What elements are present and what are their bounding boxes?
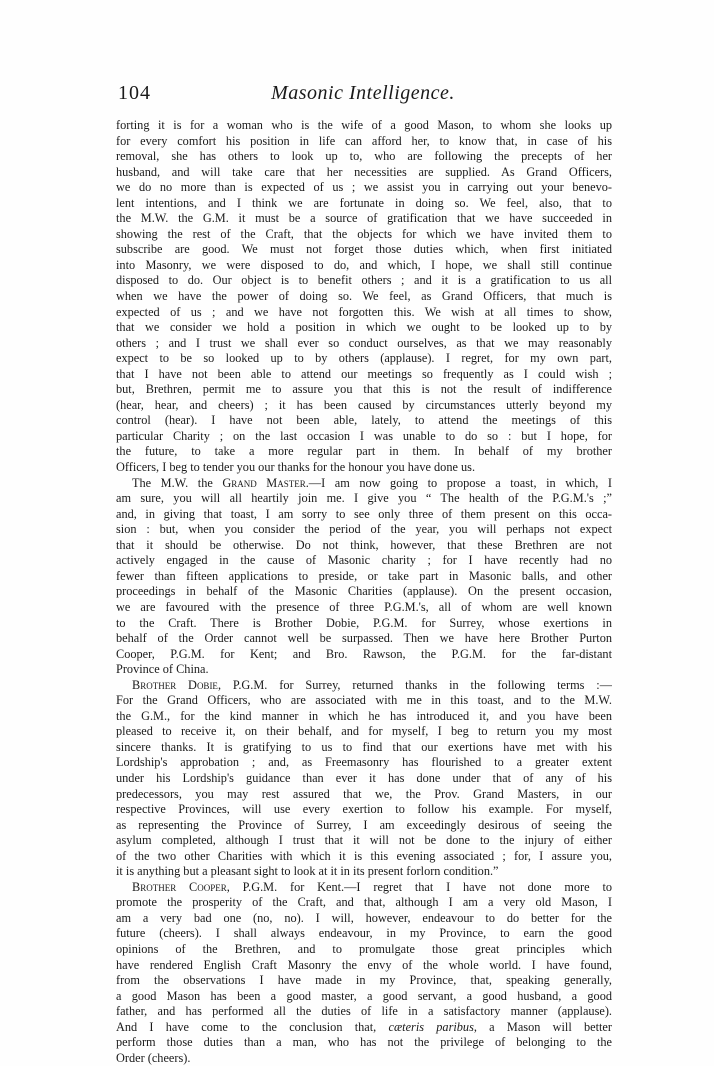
text-line-with-latin (116, 1020, 612, 1036)
text-line: control (hear). I have not been able, lately, to attend the meetings of this (116, 413, 612, 428)
text-line: pleased to receive it, on their behalf, and for myself, I beg to return you my most (116, 724, 612, 739)
text-line: am sure, you will all heartily join me. I give you “ The health of the P.G.M.'s ;” (116, 491, 612, 506)
text-run: The M.W. the (132, 475, 223, 490)
text-run: , P.G.M. for Kent.—I regret that I have not done more to (226, 879, 612, 894)
text-line: the M.W. the G.M. it must be a source of gratification that we have succeeded in (116, 211, 612, 226)
running-title: Masonic Intelligence. (271, 82, 455, 104)
text-line: forting it is for a woman who is the wife of a good Mason, to whom she looks up (116, 118, 612, 132)
text-line: as representing the Province of Surrey, I am exceedingly desirous of seeing the (116, 817, 612, 832)
text-line: to the Craft. There is Brother Dobie, P.G.M. for Surrey, whose exertions in (116, 615, 612, 630)
text-line: it is anything but a pleasant sight to look at it in its present forlorn condition.” (116, 864, 499, 879)
text-line: removal, she has others to look up to, who are following the precepts of her (116, 149, 612, 164)
text-run: .—I am now going to propose a toast, in which, I (305, 475, 612, 490)
text-line: that I have not been able to attend our meetings so frequently as I could wish ; (116, 366, 612, 381)
paragraph-grand-master-toast (116, 476, 612, 492)
text-line: particular Charity ; on the last occasion I was unable to do so : but I hope, for (116, 428, 612, 443)
text-line: future (cheers). I shall always endeavour, in my Province, to earn the good (116, 926, 612, 941)
text-line: Officers, I beg to tender you our thanks for the honour you have done us. (116, 460, 476, 475)
paragraph-brother-cooper (116, 880, 612, 896)
text-line: proceedings in behalf of the Masonic Charities (applause). On the present occasion, (116, 584, 612, 599)
text-line: sincere thanks. It is gratifying to us to find that our exertions have met with his (116, 739, 612, 754)
speaker-name: Brother Cooper (132, 879, 227, 894)
text-line: predecessors, you may rest assured that we, the Prov. Grand Masters, in our (116, 786, 612, 801)
text-line: (hear, hear, and cheers) ; it has been caused by circumstances utterly beyond my (116, 397, 612, 412)
text-run: , a Mason will better (473, 1019, 612, 1034)
text-line: husband, and will take care that her necessities are supplied. As Grand Officers, (116, 164, 612, 179)
text-line: from the observations I have made in my Province, that, speaking generally, (116, 973, 612, 988)
text-line: for every comfort his position in life can afford her, to know that, in case of his (116, 133, 612, 148)
text-line: when we have the power of doing so. We feel, as Grand Officers, that much is (116, 289, 612, 304)
body-text (116, 118, 612, 1066)
text-line: but, Brethren, permit me to assure you that this is not the result of indifference (116, 382, 612, 397)
text-line: lent intentions, and I think we are fortunate in doing so. We feel, also, that to (116, 195, 612, 210)
page-header (118, 80, 608, 108)
text-line: have rendered English Craft Masonry the envy of the whole world. I have found, (116, 957, 612, 972)
page-number: 104 (118, 82, 151, 104)
speaker-name: Grand Master (222, 475, 306, 490)
text-line: am a very bad one (no, no). I will, however, endeavour to do better for the (116, 910, 612, 925)
text-line: into Masonry, we were disposed to do, and which, I hope, we shall still continue (116, 257, 612, 272)
text-line: asylum completed, although I trust that it will not be done to the injury of either (116, 833, 612, 848)
text-run: And I have come to the conclusion that, (116, 1019, 389, 1034)
text-line: the G.M., for the kind manner in which he has introduced it, and you have been (116, 708, 612, 723)
text-line: a good Mason has been a good master, a good servant, a good husband, a good (116, 988, 612, 1003)
text-line: Cooper, P.G.M. for Kent; and Bro. Rawson, the P.G.M. for the far-distant (116, 646, 612, 661)
text-line: sion : but, when you consider the period of the year, you will perhaps not expect (116, 522, 612, 537)
text-line: showing the rest of the Craft, that the objects for which we have invited them to (116, 226, 612, 241)
text-line: respective Provinces, will use every exertion to follow his example. For myself, (116, 802, 612, 817)
text-line: perform those duties than a man, who has not the privilege of belonging to the (116, 1035, 612, 1050)
text-line: expected of us ; and we have not forgotten this. We wish at all times to show, (116, 304, 612, 319)
text-line: and, in giving that toast, I am sorry to see only three of them present on this occa- (116, 506, 612, 521)
text-line: of the two other Charities with which it is this evening associated ; for, I assure you, (116, 848, 612, 863)
text-line: Province of China. (116, 662, 209, 677)
text-run: , P.G.M. for Surrey, returned thanks in the following terms :— (217, 677, 612, 692)
text-line: we do no more than is expected of us ; we assist you in carrying out your benevo- (116, 180, 612, 195)
text-line: that it should be otherwise. Do not think, however, that these Brethren are not (116, 537, 612, 552)
text-line: the future, to take a more regular part in them. In behalf of my brother (116, 444, 612, 459)
text-line: disposed to do. Our object is to benefit others ; and it is a gratification to us all (116, 273, 612, 288)
latin-phrase: cæteris paribus (388, 1019, 474, 1034)
text-line: promote the prosperity of the Craft, and that, although I am a very old Mason, I (116, 895, 612, 910)
text-line: subscribe are good. We must not forget those duties which, when first initiated (116, 242, 612, 257)
text-line: Lordship's approbation ; and, as Freemasonry has flourished to a greater extent (116, 755, 612, 770)
text-line: under his Lordship's guidance than ever it has done under that of any of his (116, 770, 612, 785)
text-line: fewer than fifteen applications to preside, or take part in Masonic balls, and other (116, 568, 612, 583)
text-line: that we consider we hold a position in which we ought to be looked up to by (116, 320, 612, 335)
text-line: opinions of the Brethren, and to promulgate those great principles which (116, 941, 612, 956)
text-line: father, and has performed all the duties of life in a satisfactory manner (applause). (116, 1004, 612, 1019)
paragraph-brother-dobie (116, 678, 612, 694)
text-line: actively engaged in the cause of Masonic charity ; for I have recently had no (116, 553, 612, 568)
text-line: Order (cheers). (116, 1050, 191, 1065)
text-line: behalf of the Order cannot well be surpassed. Then we have here Brother Purton (116, 631, 612, 646)
text-line: expect to be so looked up to by others (applause). I regret, for my own part, (116, 351, 612, 366)
text-line: we are favoured with the presence of three P.G.M.'s, all of whom are well known (116, 599, 612, 614)
text-line: others ; and I trust we shall ever so conduct ourselves, as that we may reasonably (116, 335, 612, 350)
speaker-name: Brother Dobie (132, 677, 218, 692)
text-line: For the Grand Officers, who are associated with me in this toast, and to the M.W. (116, 693, 612, 708)
